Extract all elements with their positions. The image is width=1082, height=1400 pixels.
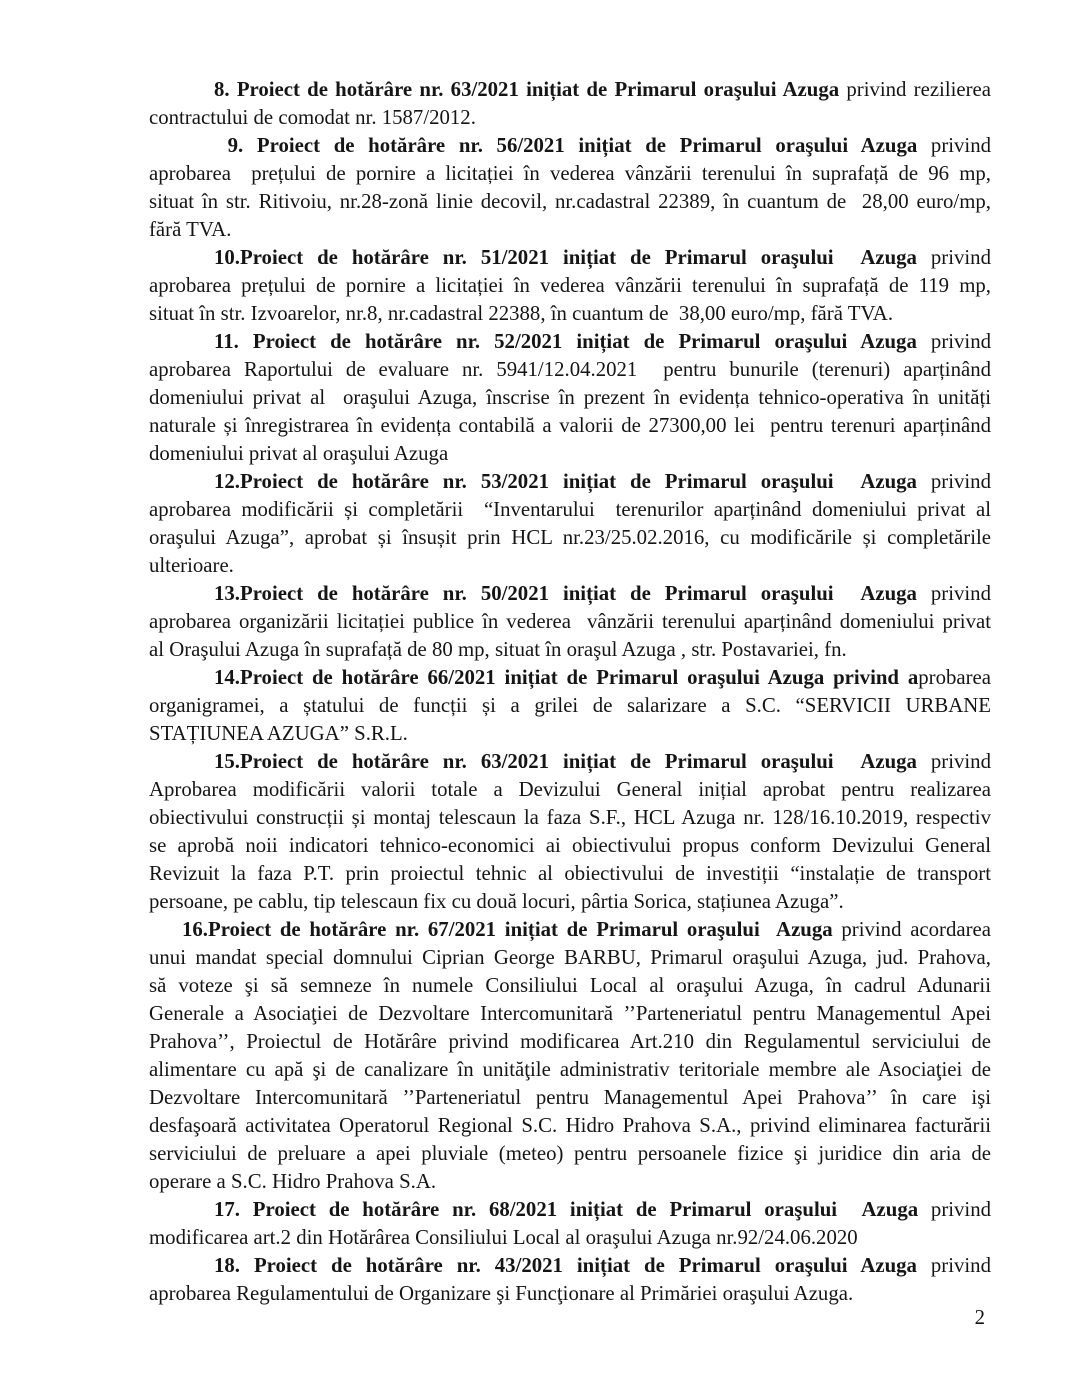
text-run: Generale a Asociaţiei de Dezvoltare Intercomunitară ’’Parteneriatul pentru Managementul Apei — [149, 1002, 991, 1025]
text-line — [149, 720, 991, 748]
paragraph-item-14 — [149, 664, 991, 748]
text-line — [149, 944, 991, 972]
text-run: fără TVA. — [149, 218, 232, 241]
paragraph-item-8 — [149, 76, 991, 132]
text-run: aprobarea prețului de pornire a licitației în vederea vânzării terenului în suprafață de 119 mp, — [149, 274, 991, 297]
text-run: situat în str. Izvoarelor, nr.8, nr.cadastral 22388, în cuantum de 38,00 euro/mp, fără TVA. — [149, 302, 894, 325]
text-line — [149, 608, 991, 636]
text-line — [149, 132, 991, 160]
text-run: naturale și înregistrarea în evidența contabilă a valorii de 27300,00 lei pentru terenuri aparținând — [149, 414, 991, 437]
text-line — [149, 244, 991, 272]
document-body — [149, 76, 991, 1308]
text-line — [149, 860, 991, 888]
text-run-bold: 11. Proiect de hotărâre nr. 52/2021 inițiat de Primarul oraşului Azuga — [214, 330, 917, 353]
text-run: privind — [916, 470, 991, 493]
paragraph-item-12 — [149, 468, 991, 580]
text-line — [149, 692, 991, 720]
text-run: contractului de comodat nr. 1587/2012. — [149, 106, 476, 129]
text-line — [149, 1028, 991, 1056]
text-line — [149, 384, 991, 412]
text-run: privind — [916, 582, 991, 605]
text-run: situat în str. Ritivoiu, nr.28-zonă linie decovil, nr.cadastral 22389, în cuantum de 28,00 euro/mp, — [149, 190, 991, 213]
text-run: STAȚIUNEA AZUGA” S.R.L. — [149, 722, 408, 745]
text-run-bold: 8. Proiect de hotărâre nr. 63/2021 inițiat de Primarul oraşului Azuga — [214, 78, 840, 101]
text-run: al Oraşului Azuga în suprafață de 80 mp, situat în oraşul Azuga , str. Postavariei, fn. — [149, 638, 847, 661]
text-line — [149, 1000, 991, 1028]
text-run: Dezvoltare Intercomunitară ’’Parteneriatul pentru Managementul Apei Prahova’’ în care işi — [149, 1086, 991, 1109]
page-number: 2 — [974, 1306, 985, 1329]
text-run: desfaşoară activitatea Operatorul Regional S.C. Hidro Prahova S.A., privind eliminarea facturării — [149, 1114, 991, 1137]
text-run: probarea — [918, 666, 991, 689]
text-run-bold: 13.Proiect de hotărâre nr. 50/2021 inițiat de Primarul oraşului Azuga — [214, 582, 917, 605]
text-run-bold: 15.Proiect de hotărâre nr. 63/2021 inițiat de Primarul oraşului Azuga — [214, 750, 917, 773]
text-run: domeniului privat al oraşului Azuga, înscrise în prezent în evidența tehnico-operativa în unități — [149, 386, 991, 409]
text-line — [149, 468, 991, 496]
paragraph-item-9 — [149, 132, 991, 244]
text-run: persoane, pe cablu, tip telescaun fix cu două locuri, pârtia Sorica, stațiunea Azuga”. — [149, 890, 844, 913]
text-line — [149, 552, 991, 580]
text-line — [149, 1224, 991, 1252]
text-run: privind acordarea — [832, 918, 991, 941]
text-line — [149, 524, 991, 552]
text-run: aprobarea organizării licitației publice în vederea vânzării terenului aparținând domeniului privat — [149, 610, 991, 633]
text-run: privind — [916, 246, 991, 269]
text-run: Revizuit la faza P.T. prin proiectul tehnic al obiectivului de investiții “instalație de transport — [149, 862, 991, 885]
text-line — [149, 580, 991, 608]
text-line — [149, 440, 991, 468]
text-run: Aprobarea modificării valorii totale a Devizului General inițial aprobat pentru realizarea — [149, 778, 991, 801]
paragraph-item-17 — [149, 1196, 991, 1252]
text-run: aprobarea prețului de pornire a licitației în vederea vânzării terenului în suprafață de 96 mp, — [149, 162, 991, 185]
text-line — [149, 104, 991, 132]
text-run-bold: 18. Proiect de hotărâre nr. 43/2021 inițiat de Primarul oraşului Azuga — [214, 1254, 917, 1277]
text-run: operare a S.C. Hidro Prahova S.A. — [149, 1170, 437, 1193]
text-line — [149, 216, 991, 244]
text-line — [149, 1168, 991, 1196]
text-line — [149, 664, 991, 692]
text-line — [149, 804, 991, 832]
text-line — [149, 1056, 991, 1084]
text-run: domeniului privat al oraşului Azuga — [149, 442, 449, 465]
text-line — [149, 328, 991, 356]
text-run-bold: 9. Proiect de hotărâre nr. 56/2021 inițiat de Primarul oraşului Azuga — [214, 134, 918, 157]
text-line — [149, 76, 991, 104]
text-run-bold: 17. Proiect de hotărâre nr. 68/2021 inițiat de Primarul oraşului Azuga — [214, 1198, 919, 1221]
text-run: aprobarea modificării și completării “Inventarului terenurilor aparținând domeniului privat al — [149, 498, 991, 521]
text-line — [149, 888, 991, 916]
text-run-bold: 14.Proiect de hotărâre 66/2021 inițiat de Primarul oraşului Azuga privind a — [214, 666, 919, 689]
text-run: organigramei, a ștatului de funcții și a grilei de salarizare a S.C. “SERVICII URBANE — [149, 694, 991, 717]
text-line — [149, 412, 991, 440]
paragraph-item-15 — [149, 748, 991, 916]
paragraph-item-16 — [149, 916, 991, 1196]
text-run-bold: 16.Proiect de hotărâre nr. 67/2021 inițiat de Primarul oraşului Azuga — [182, 918, 833, 941]
text-run: unui mandat special domnului Ciprian George BARBU, Primarul oraşului Azuga, jud. Prahova, — [149, 946, 991, 969]
paragraph-item-10 — [149, 244, 991, 328]
text-run: serviciului de preluare a apei pluviale (meteo) pentru persoanele fizice şi juridice din aria de — [149, 1142, 991, 1165]
text-line — [149, 1084, 991, 1112]
text-line — [149, 188, 991, 216]
text-run: privind — [916, 1254, 991, 1277]
text-run: privind — [918, 1198, 991, 1221]
text-line — [149, 1252, 991, 1280]
text-line — [149, 1196, 991, 1224]
text-run: se aprobă noii indicatori tehnico-economici ai obiectivului propus conform Devizului General — [149, 834, 991, 857]
text-run: aprobarea Raportului de evaluare nr. 5941/12.04.2021 pentru bunurile (terenuri) aparținând — [149, 358, 991, 381]
text-run: Prahova’’, Proiectul de Hotărâre privind modificarea Art.210 din Regulamentul serviciului de — [149, 1030, 991, 1053]
text-run-bold: 10.Proiect de hotărâre nr. 51/2021 inițiat de Primarul oraşului Azuga — [214, 246, 917, 269]
text-run: obiectivului construcții și montaj telescaun la faza S.F., HCL Azuga nr. 128/16.10.2019, respectiv — [149, 806, 991, 829]
text-line — [149, 636, 991, 664]
text-line — [149, 300, 991, 328]
text-run: să voteze şi să semneze în numele Consiliului Local al oraşului Azuga, în cadrul Adunarii — [149, 974, 991, 997]
text-line — [149, 496, 991, 524]
text-line — [149, 356, 991, 384]
text-line — [149, 916, 991, 944]
paragraph-item-18 — [149, 1252, 991, 1308]
text-run: modificarea art.2 din Hotărârea Consiliului Local al oraşului Azuga nr.92/24.06.2020 — [149, 1226, 858, 1249]
text-line — [149, 776, 991, 804]
text-line — [149, 160, 991, 188]
text-line — [149, 1140, 991, 1168]
text-line — [149, 972, 991, 1000]
text-line — [149, 748, 991, 776]
text-run: privind rezilierea — [839, 78, 991, 101]
text-line — [149, 272, 991, 300]
text-run: ulterioare. — [149, 554, 234, 577]
text-line — [149, 832, 991, 860]
text-run: oraşului Azuga”, aprobat și însușit prin HCL nr.23/25.02.2016, cu modificările și completările — [149, 526, 991, 549]
text-run: aprobarea Regulamentului de Organizare şi Funcţionare al Primăriei oraşului Azuga. — [149, 1282, 854, 1305]
text-run: privind — [917, 134, 991, 157]
text-run-bold: 12.Proiect de hotărâre nr. 53/2021 inițiat de Primarul oraşului Azuga — [214, 470, 917, 493]
text-run: privind — [916, 330, 991, 353]
text-line — [149, 1112, 991, 1140]
paragraph-item-13 — [149, 580, 991, 664]
text-run: privind — [916, 750, 991, 773]
paragraph-item-11 — [149, 328, 991, 468]
text-run: alimentare cu apă şi de canalizare în unităţile administrativ teritoriale membre ale Asociaţiei de — [149, 1058, 991, 1081]
